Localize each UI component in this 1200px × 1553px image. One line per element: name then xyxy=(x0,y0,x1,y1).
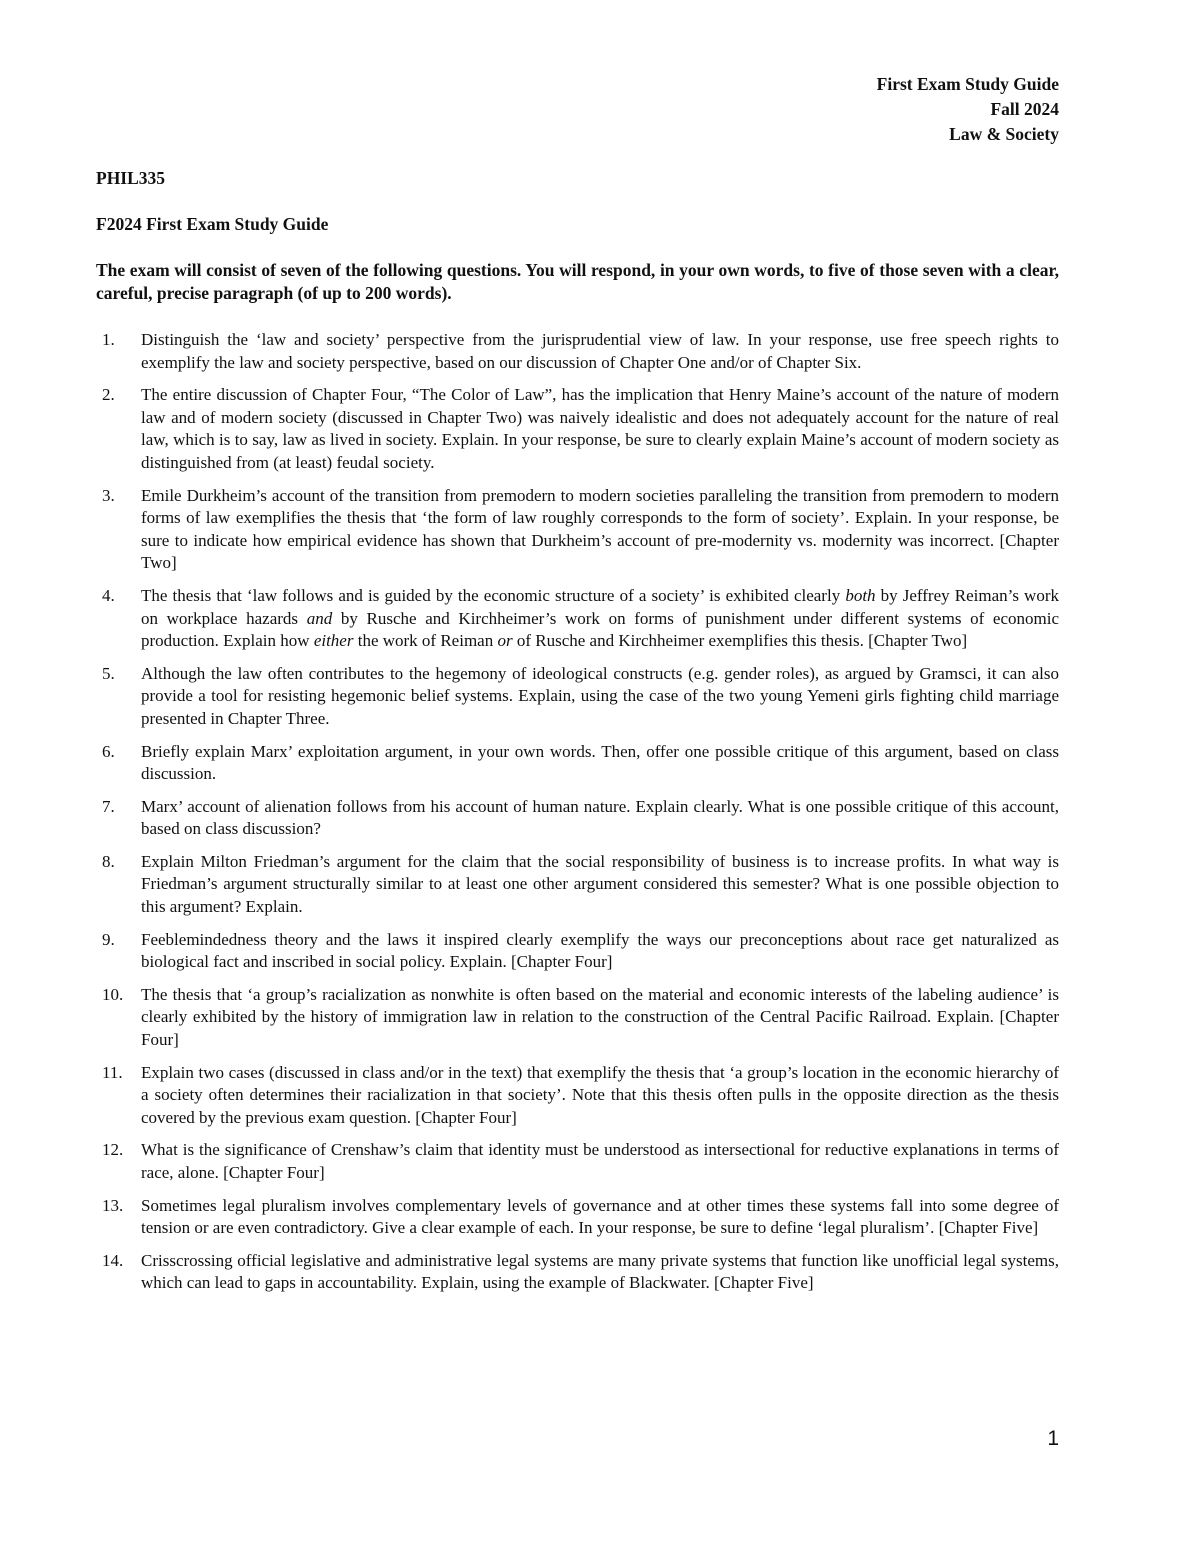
question-emphasis: either xyxy=(313,631,354,651)
question-number: 11. xyxy=(102,1062,123,1082)
question-item xyxy=(96,851,1059,919)
document-header xyxy=(877,72,1059,147)
question-number: 8. xyxy=(102,851,115,871)
question-text-part: by Rusche and Kirchheimer’s work on forms of punishment under different systems of economic production. Explain how xyxy=(141,608,1060,651)
header-title: First Exam Study Guide xyxy=(876,74,1059,94)
header-course-name: Law & Society xyxy=(949,124,1059,144)
page-number: 1 xyxy=(1047,1427,1059,1450)
question-text: Sometimes legal pluralism involves complementary levels of governance and at other times these systems fall into some degree of tension or are even contradictory. Give a clear example of each. In your response, be sure to define ‘legal pluralism’. [Chapter Five] xyxy=(141,1195,1059,1238)
question-number: 14. xyxy=(102,1250,124,1270)
question-number: 7. xyxy=(102,796,115,816)
question-text-part: by Jeffrey Reiman’s work on workplace hazards xyxy=(141,585,1059,628)
question-item xyxy=(96,663,1059,731)
question-item xyxy=(96,741,1059,786)
question-text: Explain two cases (discussed in class and/or in the text) that exemplify the thesis that ‘a group’s location in the economic hierarchy of a society often determines their racialization in that society’. Note that this thesis often pulls in the opposite direction as the thesis covered by the previous exam question. [Chapter Four] xyxy=(141,1062,1059,1127)
course-code: PHIL335 xyxy=(96,168,166,188)
question-number: 9. xyxy=(102,929,115,949)
exam-instructions: The exam will consist of seven of the following questions. You will respond, in your own words, to five of those seven with a clear, careful, precise paragraph (of up to 200 words). xyxy=(96,260,1059,303)
question-item xyxy=(96,796,1059,841)
question-number: 12. xyxy=(102,1140,124,1160)
question-text xyxy=(141,585,1059,653)
question-text: Crisscrossing official legislative and administrative legal systems are many private systems that function like unofficial legal systems, which can lead to gaps in accountability. Explain, using the example of Blackwater. [Chapter Five] xyxy=(141,1250,1059,1293)
question-item xyxy=(96,929,1059,974)
question-item xyxy=(96,585,1059,653)
question-emphasis: or xyxy=(497,631,513,651)
question-text-part: of Rusche and Kirchheimer exemplifies this thesis. [Chapter Two] xyxy=(512,631,968,651)
question-number: 1. xyxy=(102,330,115,349)
question-item xyxy=(96,1250,1059,1295)
question-number: 6. xyxy=(102,741,115,761)
question-text: Distinguish the ‘law and society’ perspective from the jurisprudential view of law. In your response, use free speech rights to exemplify the law and society perspective, based on our discussion of Chapter One and/or of Chapter Six. xyxy=(141,330,1059,372)
question-item xyxy=(96,384,1059,474)
question-number: 13. xyxy=(102,1195,124,1215)
question-item xyxy=(96,984,1059,1052)
question-text: Feeblemindedness theory and the laws it inspired clearly exemplify the ways our preconceptions about race get naturalized as biological fact and inscribed in social policy. Explain. [Chapter Four] xyxy=(141,929,1059,972)
question-item xyxy=(96,1195,1059,1240)
question-text: Emile Durkheim’s account of the transition from premodern to modern societies paralleling the transition from premodern to modern forms of law exemplifies the thesis that ‘the form of law roughly corresponds to the form of society’. Explain. In your response, be sure to indicate how empirical evidence has shown that Durkheim’s account of pre-modernity vs. modernity was incorrect. [Chapter Two] xyxy=(141,485,1059,573)
question-text-part: the work of Reiman xyxy=(353,631,498,651)
question-number: 5. xyxy=(102,663,115,683)
question-text-part: The thesis that ‘law follows and is guided by the economic structure of a society’ is exhibited clearly xyxy=(141,585,846,605)
question-emphasis: and xyxy=(306,608,333,628)
guide-title: F2024 First Exam Study Guide xyxy=(96,214,329,234)
question-item xyxy=(96,485,1059,575)
question-item xyxy=(96,1139,1059,1184)
question-text: Explain Milton Friedman’s argument for the claim that the social responsibility of business is to increase profits. In what way is Friedman’s argument structurally similar to at least one other argument considered this semester? What is one possible objection to this argument? Explain. xyxy=(141,851,1059,917)
question-text: Although the law often contributes to the hegemony of ideological constructs (e.g. gender roles), as argued by Gramsci, it can also provide a tool for resisting hegemonic belief systems. Explain, using the case of the two young Yemeni girls fighting child marriage presented in Chapter Three. xyxy=(141,663,1059,728)
question-text: The thesis that ‘a group’s racialization as nonwhite is often based on the material and economic interests of the labeling audience’ is clearly exhibited by the history of immigration law in relation to the construction of the Central Pacific Railroad. Explain. [Chapter Four] xyxy=(141,984,1059,1050)
question-text: The entire discussion of Chapter Four, “The Color of Law”, has the implication that Henry Maine’s account of the nature of modern law and of modern society (discussed in Chapter Two) was naively idealistic and does not adequately account for the nature of real law, which is to say, law as lived in society. Explain. In your response, be sure to clearly explain Maine’s account of modern society as distinguished from (at least) feudal society. xyxy=(141,385,1059,472)
question-text: What is the significance of Crenshaw’s claim that identity must be understood as intersectional for reductive explanations in terms of race, alone. [Chapter Four] xyxy=(141,1140,1059,1182)
question-emphasis: both xyxy=(845,585,876,605)
header-term: Fall 2024 xyxy=(990,99,1059,119)
question-number: 2. xyxy=(102,385,115,405)
question-text: Briefly explain Marx’ exploitation argument, in your own words. Then, offer one possible critique of this argument, based on class discussion. xyxy=(141,741,1059,784)
question-list xyxy=(96,329,1059,1305)
question-item xyxy=(96,329,1059,374)
question-text: Marx’ account of alienation follows from his account of human nature. Explain clearly. What is one possible critique of this account, based on class discussion? xyxy=(141,796,1059,839)
question-number: 10. xyxy=(102,984,124,1004)
question-item xyxy=(96,1062,1059,1130)
question-number: 3. xyxy=(102,485,115,505)
question-number: 4. xyxy=(102,585,115,605)
